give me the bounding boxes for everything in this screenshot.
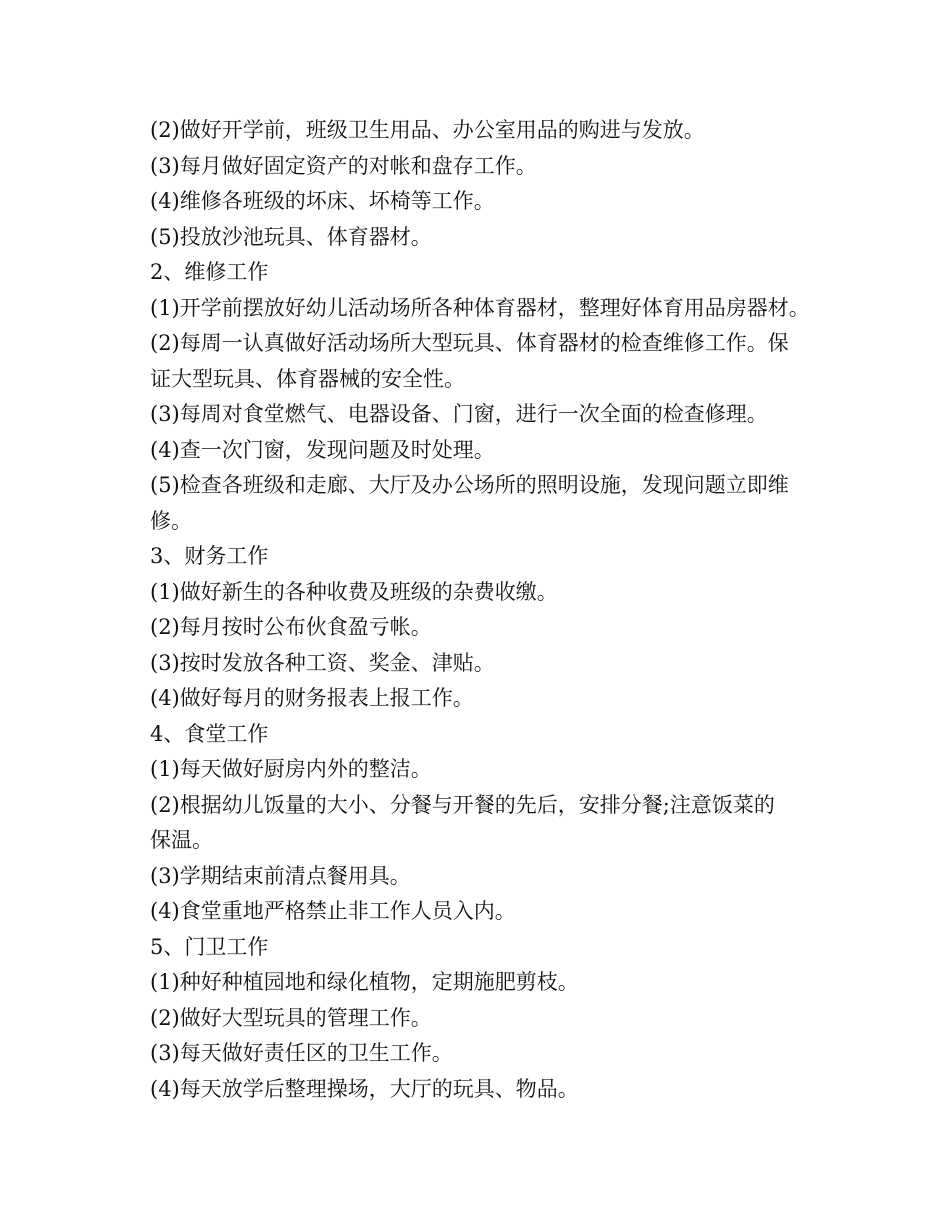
- text-line: (1)每天做好厨房内外的整洁。: [150, 757, 432, 781]
- text-line: (4)维修各班级的坏床、坏椅等工作。: [150, 189, 495, 213]
- section-heading: 3、财务工作: [150, 544, 269, 568]
- text-line: (4)查一次门窗，发现问题及时处理。: [150, 437, 495, 462]
- text-line: (2)根据幼儿饭量的大小、分餐与开餐的先后，安排分餐;注意饭菜的: [150, 792, 775, 817]
- text-line: (4)每天放学后整理操场，大厅的玩具、物品。: [150, 1076, 579, 1101]
- text-line: (1)开学前摆放好幼儿活动场所各种体育器材，整理好体育用品房器材。: [150, 295, 810, 320]
- text-line: (3)每周对食堂燃气、电器设备、门窗，进行一次全面的检查修理。: [150, 402, 768, 426]
- text-line: (2)做好大型玩具的管理工作。: [150, 1005, 432, 1030]
- section-heading: 4、食堂工作: [150, 721, 269, 746]
- text-line: (4)做好每月的财务报表上报工作。: [150, 686, 474, 710]
- section-heading: 2、维修工作: [150, 260, 269, 284]
- text-line: (3)每天做好责任区的卫生工作。: [150, 1041, 453, 1065]
- text-line: (2)每周一认真做好活动场所大型玩具、体育器材的检查维修工作。保: [150, 331, 789, 355]
- text-line: (2)每月按时公布伙食盈亏帐。: [150, 615, 432, 639]
- text-line: (5)投放沙池玩具、体育器材。: [150, 224, 432, 249]
- text-line: (3)学期结束前清点餐用具。: [150, 863, 411, 888]
- text-line: (4)食堂重地严格禁止非工作人员入内。: [150, 899, 516, 923]
- text-line: 证大型玩具、体育器械的安全性。: [150, 366, 465, 391]
- text-line: 修。: [150, 508, 192, 533]
- document-body: [150, 113, 830, 1107]
- text-line: (1)种好种植园地和绿化植物，定期施肥剪枝。: [150, 970, 579, 994]
- text-line: 保温。: [150, 828, 213, 852]
- text-line: (3)按时发放各种工资、奖金、津贴。: [150, 650, 495, 675]
- text-line: (3)每月做好固定资产的对帐和盘存工作。: [150, 153, 537, 178]
- section-heading: 5、门卫工作: [150, 934, 269, 959]
- text-line: (2)做好开学前，班级卫生用品、办公室用品的购进与发放。: [150, 118, 705, 142]
- text-line: (1)做好新生的各种收费及班级的杂费收缴。: [150, 579, 558, 604]
- text-line: (5)检查各班级和走廊、大厅及办公场所的照明设施，发现问题立即维: [150, 473, 789, 497]
